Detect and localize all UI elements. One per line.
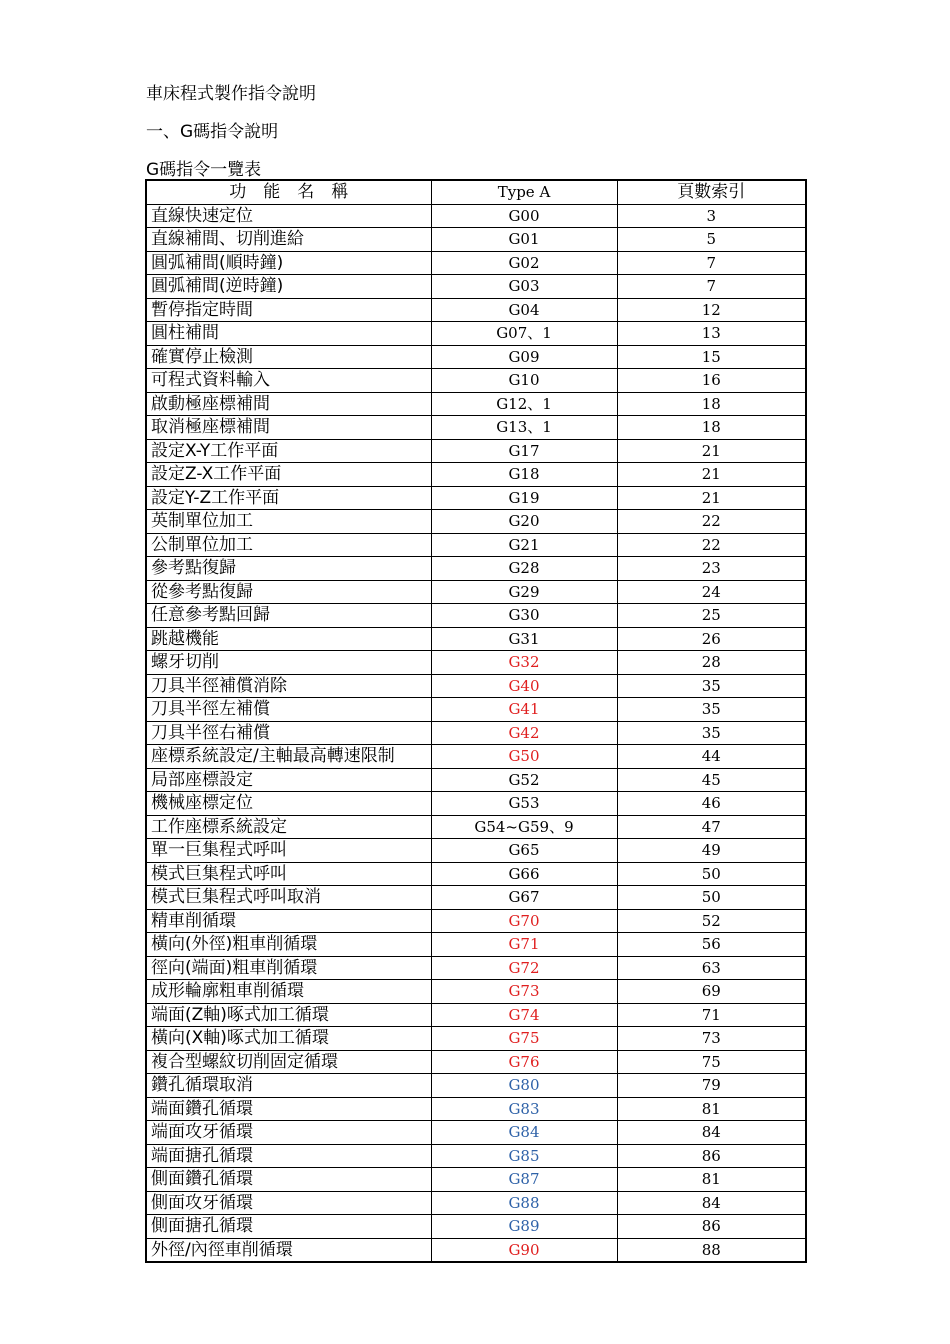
g-code-cell: G04: [431, 298, 617, 322]
g-code-cell: G01: [431, 228, 617, 252]
table-row: [146, 1003, 806, 1027]
table-row: [146, 486, 806, 510]
table-row: [146, 510, 806, 534]
g-code-cell: G31: [431, 627, 617, 651]
table-row: [146, 909, 806, 933]
function-name-cell: 刀具半徑右補償: [146, 721, 431, 745]
function-name-cell: 圓柱補間: [146, 322, 431, 346]
table-row: [146, 439, 806, 463]
g-code-cell: G32: [431, 651, 617, 675]
page-index-cell: 86: [617, 1215, 806, 1239]
g-code-cell: G09: [431, 345, 617, 369]
section-title: 一、G碼指令說明: [146, 122, 279, 142]
table-row: [146, 745, 806, 769]
g-code-cell: G88: [431, 1191, 617, 1215]
function-name-cell: 刀具半徑補償消除: [146, 674, 431, 698]
table-row: [146, 698, 806, 722]
g-code-cell: G10: [431, 369, 617, 393]
function-name-cell: 機械座標定位: [146, 792, 431, 816]
header-function-name: 功 能 名 稱: [146, 180, 431, 204]
function-name-cell: 成形輪廓粗車削循環: [146, 980, 431, 1004]
page-index-cell: 22: [617, 510, 806, 534]
table-row: [146, 251, 806, 275]
g-code-table: [145, 179, 807, 1263]
function-name-cell: 暫停指定時間: [146, 298, 431, 322]
function-name-cell: 側面鑽孔循環: [146, 1168, 431, 1192]
table-title: G碼指令一覽表: [146, 160, 262, 180]
header-type-a: Type A: [431, 180, 617, 204]
page-index-cell: 35: [617, 698, 806, 722]
g-code-cell: G29: [431, 580, 617, 604]
g-code-cell: G20: [431, 510, 617, 534]
table-row: [146, 1097, 806, 1121]
g-code-cell: G41: [431, 698, 617, 722]
page-index-cell: 63: [617, 956, 806, 980]
function-name-cell: 確實停止檢測: [146, 345, 431, 369]
g-code-cell: G73: [431, 980, 617, 1004]
page-index-cell: 84: [617, 1121, 806, 1145]
g-code-cell: G02: [431, 251, 617, 275]
page-index-cell: 22: [617, 533, 806, 557]
g-code-cell: G75: [431, 1027, 617, 1051]
page-index-cell: 52: [617, 909, 806, 933]
page-index-cell: 13: [617, 322, 806, 346]
function-name-cell: 模式巨集程式呼叫: [146, 862, 431, 886]
table-row: [146, 204, 806, 228]
table-row: [146, 1215, 806, 1239]
g-code-cell: G28: [431, 557, 617, 581]
page-index-cell: 81: [617, 1168, 806, 1192]
table-row: [146, 1050, 806, 1074]
g-code-cell: G12、1: [431, 392, 617, 416]
function-name-cell: 局部座標設定: [146, 768, 431, 792]
g-code-cell: G21: [431, 533, 617, 557]
page-index-cell: 73: [617, 1027, 806, 1051]
page-index-cell: 35: [617, 721, 806, 745]
page-index-cell: 56: [617, 933, 806, 957]
function-name-cell: 側面攻牙循環: [146, 1191, 431, 1215]
table-row: [146, 1191, 806, 1215]
function-name-cell: 設定Y-Z工作平面: [146, 486, 431, 510]
function-name-cell: 外徑/內徑車削循環: [146, 1238, 431, 1262]
g-code-cell: G50: [431, 745, 617, 769]
page-index-cell: 44: [617, 745, 806, 769]
table-row: [146, 933, 806, 957]
page-index-cell: 15: [617, 345, 806, 369]
function-name-cell: 工作座標系統設定: [146, 815, 431, 839]
g-code-cell: G30: [431, 604, 617, 628]
function-name-cell: 跳越機能: [146, 627, 431, 651]
function-name-cell: 端面鑽孔循環: [146, 1097, 431, 1121]
page-index-cell: 5: [617, 228, 806, 252]
page-index-cell: 12: [617, 298, 806, 322]
g-code-cell: G89: [431, 1215, 617, 1239]
function-name-cell: 橫向(X軸)啄式加工循環: [146, 1027, 431, 1051]
page-index-cell: 23: [617, 557, 806, 581]
table-header-row: [146, 180, 806, 204]
function-name-cell: 取消極座標補間: [146, 416, 431, 440]
function-name-cell: 從參考點復歸: [146, 580, 431, 604]
page-index-cell: 50: [617, 886, 806, 910]
g-code-cell: G42: [431, 721, 617, 745]
page-index-cell: 81: [617, 1097, 806, 1121]
function-name-cell: 設定Z-X工作平面: [146, 463, 431, 487]
table-row: [146, 721, 806, 745]
table-body: [146, 204, 806, 1262]
g-code-cell: G54~G59、9: [431, 815, 617, 839]
page-index-cell: 86: [617, 1144, 806, 1168]
table-row: [146, 345, 806, 369]
g-code-cell: G80: [431, 1074, 617, 1098]
page-index-cell: 16: [617, 369, 806, 393]
page-index-cell: 18: [617, 416, 806, 440]
function-name-cell: 模式巨集程式呼叫取消: [146, 886, 431, 910]
function-name-cell: 橫向(外徑)粗車削循環: [146, 933, 431, 957]
table-row: [146, 886, 806, 910]
table-row: [146, 651, 806, 675]
table-row: [146, 416, 806, 440]
g-code-cell: G19: [431, 486, 617, 510]
page-index-cell: 18: [617, 392, 806, 416]
g-code-cell: G40: [431, 674, 617, 698]
page-index-cell: 7: [617, 251, 806, 275]
g-code-cell: G67: [431, 886, 617, 910]
g-code-cell: G71: [431, 933, 617, 957]
table-row: [146, 815, 806, 839]
function-name-cell: 直線快速定位: [146, 204, 431, 228]
function-name-cell: 刀具半徑左補償: [146, 698, 431, 722]
function-name-cell: 圓弧補間(順時鐘): [146, 251, 431, 275]
function-name-cell: 任意參考點回歸: [146, 604, 431, 628]
g-code-cell: G84: [431, 1121, 617, 1145]
g-code-cell: G85: [431, 1144, 617, 1168]
page-index-cell: 28: [617, 651, 806, 675]
table-row: [146, 862, 806, 886]
function-name-cell: 英制單位加工: [146, 510, 431, 534]
g-code-cell: G76: [431, 1050, 617, 1074]
table-row: [146, 1144, 806, 1168]
g-code-cell: G65: [431, 839, 617, 863]
page-index-cell: 88: [617, 1238, 806, 1262]
g-code-cell: G87: [431, 1168, 617, 1192]
function-name-cell: 複合型螺紋切削固定循環: [146, 1050, 431, 1074]
function-name-cell: 圓弧補間(逆時鐘): [146, 275, 431, 299]
g-code-cell: G66: [431, 862, 617, 886]
header-page-index: 頁數索引: [617, 180, 806, 204]
function-name-cell: 設定X-Y工作平面: [146, 439, 431, 463]
table-row: [146, 674, 806, 698]
g-code-cell: G83: [431, 1097, 617, 1121]
table-row: [146, 1238, 806, 1262]
table-row: [146, 1121, 806, 1145]
function-name-cell: 鑽孔循環取消: [146, 1074, 431, 1098]
function-name-cell: 啟動極座標補間: [146, 392, 431, 416]
table-row: [146, 627, 806, 651]
page-index-cell: 71: [617, 1003, 806, 1027]
function-name-cell: 單一巨集程式呼叫: [146, 839, 431, 863]
g-code-cell: G52: [431, 768, 617, 792]
page-index-cell: 84: [617, 1191, 806, 1215]
document-title: 車床程式製作指令說明: [146, 84, 316, 104]
g-code-cell: G00: [431, 204, 617, 228]
table-row: [146, 463, 806, 487]
function-name-cell: 精車削循環: [146, 909, 431, 933]
page-index-cell: 69: [617, 980, 806, 1004]
page-index-cell: 7: [617, 275, 806, 299]
table-row: [146, 298, 806, 322]
table-row: [146, 1074, 806, 1098]
table-row: [146, 322, 806, 346]
table-row: [146, 369, 806, 393]
g-code-cell: G70: [431, 909, 617, 933]
table-row: [146, 392, 806, 416]
page-index-cell: 45: [617, 768, 806, 792]
function-name-cell: 公制單位加工: [146, 533, 431, 557]
g-code-cell: G03: [431, 275, 617, 299]
function-name-cell: 端面攻牙循環: [146, 1121, 431, 1145]
function-name-cell: 直線補間、切削進給: [146, 228, 431, 252]
table-row: [146, 580, 806, 604]
function-name-cell: 端面搪孔循環: [146, 1144, 431, 1168]
table-row: [146, 228, 806, 252]
g-code-cell: G18: [431, 463, 617, 487]
table-row: [146, 604, 806, 628]
table-row: [146, 533, 806, 557]
g-code-cell: G53: [431, 792, 617, 816]
function-name-cell: 可程式資料輸入: [146, 369, 431, 393]
function-name-cell: 端面(Z軸)啄式加工循環: [146, 1003, 431, 1027]
table-row: [146, 1027, 806, 1051]
page-index-cell: 26: [617, 627, 806, 651]
page-index-cell: 50: [617, 862, 806, 886]
page-index-cell: 49: [617, 839, 806, 863]
table-row: [146, 275, 806, 299]
page-index-cell: 35: [617, 674, 806, 698]
g-code-cell: G90: [431, 1238, 617, 1262]
page-index-cell: 21: [617, 439, 806, 463]
table-row: [146, 768, 806, 792]
table-row: [146, 557, 806, 581]
page-index-cell: 47: [617, 815, 806, 839]
function-name-cell: 參考點復歸: [146, 557, 431, 581]
table-row: [146, 792, 806, 816]
function-name-cell: 螺牙切削: [146, 651, 431, 675]
g-code-cell: G13、1: [431, 416, 617, 440]
page-index-cell: 75: [617, 1050, 806, 1074]
g-code-cell: G07、1: [431, 322, 617, 346]
g-code-cell: G74: [431, 1003, 617, 1027]
g-code-cell: G17: [431, 439, 617, 463]
page-index-cell: 21: [617, 463, 806, 487]
function-name-cell: 側面搪孔循環: [146, 1215, 431, 1239]
table-row: [146, 956, 806, 980]
g-code-cell: G72: [431, 956, 617, 980]
page-index-cell: 25: [617, 604, 806, 628]
function-name-cell: 座標系統設定/主軸最高轉速限制: [146, 745, 431, 769]
function-name-cell: 徑向(端面)粗車削循環: [146, 956, 431, 980]
page-index-cell: 79: [617, 1074, 806, 1098]
page-index-cell: 21: [617, 486, 806, 510]
page-index-cell: 46: [617, 792, 806, 816]
table-row: [146, 1168, 806, 1192]
page-index-cell: 24: [617, 580, 806, 604]
page-index-cell: 3: [617, 204, 806, 228]
table-row: [146, 980, 806, 1004]
table-row: [146, 839, 806, 863]
